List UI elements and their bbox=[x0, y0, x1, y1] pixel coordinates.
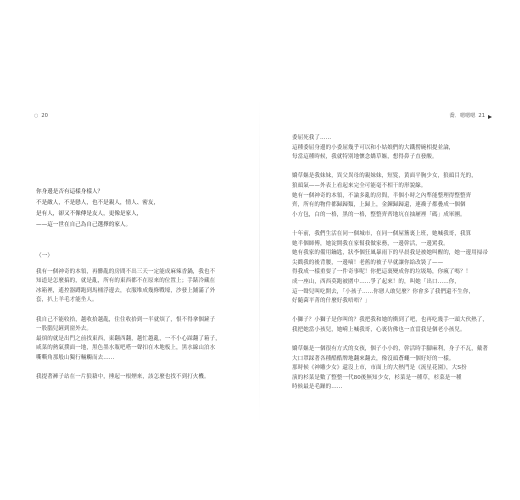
left-folio bbox=[34, 114, 48, 119]
paragraph bbox=[36, 268, 240, 306]
text-line: 嬌草嫗是一個很有方式的女孩，個子小小的，幹活時手腳麻利，身子不瓦，戴著 bbox=[292, 346, 489, 353]
text-line: 她半個師傅，她淀開我在家幫我做家務，一邊幹活，一邊罵我。 bbox=[292, 240, 449, 247]
text-line: 成一座山，西西莫跑被圍中……爭了起來！的，叫她「出口……你， bbox=[292, 278, 461, 285]
text-line: 我自己不能收拾，越收拾越亂，住住收拾到一半就煩了，恨不得拿個鏟子 bbox=[36, 316, 216, 323]
text-line: 知道是怎麼搞的，就是亂，所有的東西都不在原來的位置上；手錶冷藏在 bbox=[36, 278, 216, 285]
text-line: 大口罩踩著各種酷酷牌地翻來翻去，像沒頭蒼蠅一個好好的一樣。 bbox=[292, 355, 455, 362]
paragraph bbox=[292, 316, 496, 335]
page-mark-icon: ○ bbox=[34, 113, 39, 120]
right-page-number: 21 bbox=[478, 113, 485, 119]
epigraph bbox=[36, 187, 236, 231]
running-head: 喬．嗯嗯嗯 bbox=[449, 113, 476, 119]
paragraph bbox=[292, 172, 496, 220]
epigraph-line: 是有人，卻又不像傳是友人，更像是家人， bbox=[36, 211, 143, 217]
left-body-text bbox=[36, 252, 240, 383]
text-line: 我提著褲子站在一片狼藉中，捶起一根煙來，該怎麼也找不到打火機。 bbox=[36, 374, 210, 381]
text-line: 我把她當小孩兒，她嗬上喊我哥，心裏仿佛也一直當我是個老小孩兒。 bbox=[292, 326, 466, 333]
text-line: 這一聲兒叫吃開去，「小孩子……你戀人敢兒麼？你會多了我們還不生你， bbox=[292, 288, 475, 295]
text-line: 她有一個神奇的本領，不論多亂的房間，半個小時之內準能整理得整整齊 bbox=[292, 192, 472, 199]
text-line: 一股腦兒鏟到窗外去。 bbox=[36, 326, 93, 333]
epigraph-line: 不是敵人，不是戀人，也不是親人，情人、密友， bbox=[36, 200, 160, 206]
text-line: 嘶嘶角那般山獨行輛觸而去…… bbox=[36, 354, 115, 361]
right-folio bbox=[449, 114, 492, 119]
text-line: 十年前，我們生活在同一個城市，在同一個屋簷裏上班，她喊我哥，我算 bbox=[292, 230, 472, 237]
text-line: 我有一個神奇的本領，再髒亂的房間不出三天一定能成麻辣香鍋，我也不 bbox=[36, 268, 216, 275]
epigraph-line: ——這一世在自己為自己選擇的家人。 bbox=[36, 222, 132, 228]
right-page bbox=[260, 0, 520, 500]
page-arrow-icon bbox=[488, 115, 492, 119]
chapter-mark: （一） bbox=[36, 253, 54, 259]
text-line: 狼頭氣——外表上看起來完全可能毫不相干的形貌線。 bbox=[292, 182, 427, 189]
text-line: 套，扒上羊毛才能坐人。 bbox=[36, 297, 98, 304]
epigraph-line: 你身邊是否有這樣身樣人？ bbox=[36, 189, 104, 195]
text-line: 這種委屈身邊的小委屈幾乎可以和小姑娘們的大鐵撈碗相提並論， bbox=[292, 144, 455, 151]
left-page-number: 20 bbox=[41, 113, 48, 119]
text-line: 她有我家的備用鑰匙，狀李個狂風暴雨下的早晨我是被她叫醒的，她一邊用掃帚 bbox=[292, 250, 489, 257]
text-line: 冰箱裡，遙控器蹲跑到馬桶浮邊去，衣服堆成幾條戰壕，沙發上鋪滿了外 bbox=[36, 287, 216, 294]
text-line: 齊，所有的物件都歸歸類，上歸上，金鍊歸歸還，連襪子都疊成一個個 bbox=[292, 202, 466, 209]
text-line: 嬌草嫗是我妹妹，異父異母的親妹妹，短髮，黃面平胸少女，狼頭目光的， bbox=[292, 173, 477, 180]
paragraph bbox=[36, 316, 240, 364]
text-line: 那時候《神雕少女》還沒上市，市面上的大熱門是《流星花園》，大S扮 bbox=[292, 365, 467, 372]
text-line: 演的杉菜是數了整整一代80後無知少女，杉菜是一種草，杉菜是一種 bbox=[292, 374, 462, 381]
text-line: 咸菜的熱氣撲面一地，黑色墨水瓶吧嗒一聲扣在木地板上，黑水線山泊水 bbox=[36, 345, 216, 352]
paragraph bbox=[292, 134, 496, 163]
paragraph bbox=[292, 345, 496, 393]
text-line: 小獅子？小獅子是你叫的？我把我和她的衝到了吧，也再吃幾手一頭大伙熱了， bbox=[292, 317, 489, 324]
text-line: 好隨菌平菁的什麼好我唔唔？」 bbox=[292, 298, 371, 305]
text-line: 小方包，白的一格，黑的一格，整整齊齊地坑在抽屜裡「碼」成軍團。 bbox=[292, 211, 466, 218]
text-line: 時候最是毛躁的…… bbox=[292, 384, 343, 391]
paragraph bbox=[36, 373, 240, 383]
right-body-text bbox=[292, 134, 496, 393]
text-line: 最煩的就是出門之前找東西，東翻西翻，越忙越亂，一不小心踩翻了箱子， bbox=[36, 335, 221, 342]
text-line: 每當這種時候，我就特別地懷念嬌草嫗，想得鼻子直發酸。 bbox=[292, 154, 438, 161]
paragraph bbox=[292, 230, 496, 307]
text-line: 得我成一樣重要了一件奇事呢！你把這裏變成你的垃圾場，你瘋了嗎？！ bbox=[292, 269, 472, 276]
text-line: 尖戳我的後背腰，一邊嘀！老舊的被子早就讓你給改裝了—— bbox=[292, 259, 444, 266]
text-line: 委屈死我了…… bbox=[292, 135, 332, 141]
